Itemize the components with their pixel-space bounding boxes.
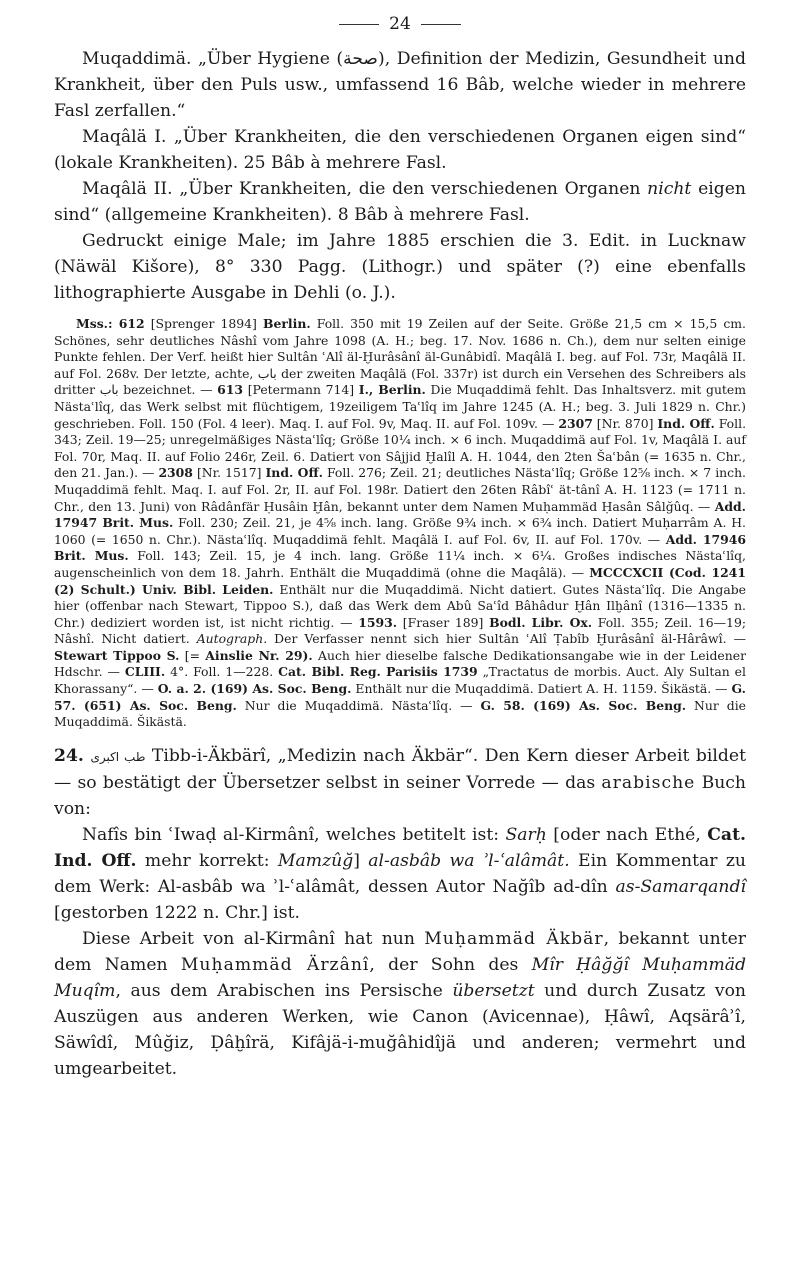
section-24-number: 24. <box>54 745 84 766</box>
manuscripts-list <box>54 316 746 731</box>
title-sarh: Sarḥ <box>505 824 547 845</box>
ms-text: Foll. 355; Zeil. 16—19; Nâshî. Nicht datiert. <box>54 614 746 647</box>
ms-613-number: 613 <box>217 382 244 398</box>
ms-text: Foll. 276; Zeil. 21; deutliches Nästaʿlîq; Größe 12⅝ inch. × 7 inch. Muqaddimä fehlt. Maq. I. auf Fol. 2r, II. auf Fol. 198r. Datiert den 26ten Râbîʿ ät-tânî A. H. 1123 (= 1711 n. Chr., den 13. Juni) von Râdânfär Ḥusâin Ḫân, bekannt unter dem Namen Muḥammäd Ḥasân Sâlğûq. — <box>54 465 746 514</box>
ms-oa2-beng: O. a. 2. (169) As. Soc. Beng. <box>157 681 352 697</box>
maqala-2-text-a: Maqâlä II. „Über Krankheiten, die den verschiedenen Organen <box>82 179 648 199</box>
name-samarqandi: as-Samarqandî <box>615 876 746 897</box>
ms-text: Nur die Muqaddimä. Šikästä. <box>54 697 747 730</box>
catalog-ind-off: Cat. Ind. Off. <box>54 824 746 871</box>
translation-text: Diese Arbeit von al-Kirmânî hat nun <box>82 928 425 949</box>
maqala-2-text-b: eigen sind“ (allgemeine Krankheiten). 8 Bâb à mehrere Fasl. <box>54 179 746 225</box>
section-24-arabic-book: arabische <box>601 772 696 793</box>
section-24-text: Buch von: <box>54 772 747 819</box>
ms-text: [Nr. 1517] <box>192 465 266 481</box>
ms-1593-library: Bodl. Libr. Ox. <box>489 614 593 630</box>
title-alasbab: al-asbâb wa ʾl-ʿalâmât. <box>368 850 570 871</box>
ms-add-17947: Add. 17947 Brit. Mus. <box>54 498 746 531</box>
ms-2307-library: Ind. Off. <box>657 415 715 431</box>
ms-text: [= <box>179 647 206 663</box>
translation-text: , der Sohn des <box>369 954 532 975</box>
translation-text: und durch Zusatz von Auszügen aus anderen Werken, wie Canon (Avicennae), Ḥâwî, Aqsärâʾî, Säwîdî, Mûğiz, Ḍâḫîrä, Kifâjä-i-muğâhidîjä und anderen; vermehrt und umgearbeitet. <box>54 980 746 1079</box>
nafis-text: [oder nach Ethé, <box>546 824 708 845</box>
ms-text: „Tractatus de morbis. Auct. Aly Sultan el Khorassany“. — <box>54 664 746 697</box>
ms-cliii: CLIII. <box>124 664 166 680</box>
ms-612-library: Berlin. <box>263 316 311 331</box>
section-24-arabic-title: طب اكبرى <box>90 749 146 764</box>
paragraph-translation <box>54 926 746 1082</box>
ms-ainslie: Ainslie Nr. 29). <box>205 647 313 663</box>
ms-autograph: Autograph. <box>196 631 268 647</box>
section-24-text: Tibb-i-Äkbärî, „Medizin nach Äkbär“. Den Kern dieser Arbeit bildet — so bestätigt der Übersetzer selbst in seiner Vorrede — das <box>54 745 746 793</box>
ms-text: Enthält nur die Muqaddimä. Nicht datiert. Gutes Nästaʿlîq. Die Angabe hier (offenbar nach Stewart, Tippoo S.), daß das Werk dem Abû Saʿîd Bâhâdur Ḫân Ilḫânî (1316—1335 n. Chr.) dediziert worden ist, ist nicht richtig. — <box>54 581 746 630</box>
page-number: 24 <box>389 14 411 34</box>
ms-2308-library: Ind. Off. <box>265 465 323 481</box>
maqala-2-emphasis: nicht <box>647 179 692 199</box>
ms-text: Nur die Muqaddimä. Nästaʿlîq. — <box>236 697 481 713</box>
ms-text: [Petermann 714] <box>243 382 359 398</box>
nafis-text: Ein Kommentar zu dem Werk: Al-asbâb wa ʾl-ʿalâmât, dessen Autor Nağîb ad-dîn <box>54 850 747 897</box>
ms-text: [Nr. 870] <box>592 415 658 431</box>
page-header <box>54 14 746 34</box>
nafis-text: [gestorben 1222 n. Chr.] ist. <box>54 902 300 923</box>
paragraph-maqala-1: Maqâlä I. „Über Krankheiten, die den verschiedenen Organen eigen sind“ (lokale Krankheiten). 25 Bâb à mehrere Fasl. <box>54 127 746 173</box>
ms-text: Foll. 350 mit 19 Zeilen auf der Seite. Größe 21,5 cm × 15,5 cm. Schönes, sehr deutliches Nâshî vom Jahre 1098 (A. H.; beg. 17. Nov. 1686 n. Ch.), dem nur selten einige Punkte fehlen. Der Verf. heißt hier Sultân ʿAlî äl-Ḫurâsânî äl-Gunâbidî. Maqâlä I. beg. auf Fol. 73r, Maqâlä II. auf Fol. 268v. Der letzte, achte, باب der zweiten Maqâlä (Fol. 337r) ist durch ein Versehen des Schreibers als dritter باب bezeichnet. — <box>54 316 746 398</box>
ms-text: Der Verfasser nennt sich hier Sultân ʿAlî Ṭabîb Ḫurâsânî äl-Hârâwî. — <box>267 631 746 647</box>
ms-text: Auch hier dieselbe falsche Dedikationsangabe wie in der Leidener Hdschr. — <box>54 647 747 680</box>
translation-text: , aus dem Arabischen ins Persische <box>115 980 453 1001</box>
ms-1593-number: 1593. <box>358 614 398 630</box>
nafis-text: mehr korrekt: <box>136 850 278 871</box>
title-mamzug: Mamzûğ <box>277 850 354 871</box>
ms-2308-number: 2308 <box>158 465 193 481</box>
ms-g58-beng: G. 58. (169) As. Soc. Beng. <box>480 697 687 713</box>
section-24 <box>54 743 746 822</box>
ms-text: Foll. 143; Zeil. 15, je 4 inch. lang. Größe 11¼ inch. × 6¼. Großes indisches Nästaʿlîq, augenscheinlich von dem 18. Jahrh. Enthält die Muqaddimä (ohne die Maqâlä). — <box>54 548 746 580</box>
paragraph-maqala-2 <box>54 176 746 228</box>
ms-2307-number: 2307 <box>558 415 593 431</box>
ms-leiden: MCCCXCII (Cod. 1241 (2) Schult.) Univ. Bibl. Leiden. <box>54 564 746 597</box>
name-muhammad-arzani: Muḥammäd Ärzânî <box>180 954 370 975</box>
name-mir-haggi: Mîr Ḥâğğî Muḥammäd Muqîm <box>54 954 746 1001</box>
paragraph-muqaddima: Muqaddimä. „Über Hygiene (صحة), Definition der Medizin, Gesundheit und Krankheit, über den Puls usw., umfassend 16 Bâb, welche wieder in mehrere Fasl zerfallen.“ <box>54 49 747 121</box>
mss-label: Mss.: <box>76 316 113 331</box>
name-muhammad-akbar: Muḥammäd Äkbär <box>424 928 604 949</box>
ms-stewart: Stewart Tippoo S. <box>54 647 180 663</box>
ms-text: 4°. Foll. 1—228. <box>165 664 279 680</box>
nafis-text: Nafîs bin ʿIwaḍ al-Kirmânî, welches betitelt ist: <box>82 824 506 845</box>
header-rule-right <box>421 24 461 25</box>
ms-text: Die Muqaddimä fehlt. Das Inhaltsverz. mit gutem Nästaʿlîq, das Werk selbst mit flüchtigem, 19zeiligem Taʿlîq im Jahre 1245 (A. H.; beg. 3. Juli 1829 n. Chr.) geschrieben. Foll. 150 (Fol. 4 leer). Maq. I. auf Fol. 9v, Maq. II. auf Fol. 109v. — <box>54 382 746 431</box>
ms-paris-catalog: Cat. Bibl. Reg. Parisiis 1739 <box>278 664 478 680</box>
ms-add-17946: Add. 17946 Brit. Mus. <box>54 531 746 564</box>
ms-613-library: I., Berlin. <box>358 382 426 398</box>
ms-612-number: 612 <box>118 316 145 331</box>
header-rule-left <box>339 24 379 25</box>
ms-text: [Sprenger 1894] <box>144 316 264 331</box>
translation-text: , bekannt unter dem Namen <box>54 928 746 975</box>
paragraph-printed-editions: Gedruckt einige Male; im Jahre 1885 erschien die 3. Edit. in Lucknaw (Näwäl Kišore), 8° 330 Pagg. (Lithogr.) und später (?) eine ebenfalls lithographierte Ausgabe in Dehli (o. J.). <box>54 231 746 303</box>
nafis-text: ] <box>353 850 369 871</box>
ms-text: Foll. 343; Zeil. 19—25; unregelmäßiges Nästaʿlîq; Größe 10¼ inch. × 6 inch. Muqaddimä auf Fol. 1v, Maqâlä I. auf Fol. 70r, Maq. II. auf Folio 246r, Zeil. 6. Datiert von Sâjjid Ḫalîl A. H. 1044, den 2ten Šaʿbân (= 1635 n. Chr., den 21. Jan.). — <box>54 415 747 481</box>
ms-g57-beng: G. 57. (651) As. Soc. Beng. <box>54 681 746 713</box>
word-ubersetzt: übersetzt <box>452 980 535 1001</box>
ms-text: Enthält nur die Muqaddimä. Datiert A. H. 1159. Šikästä. — <box>351 681 732 697</box>
paragraph-nafis <box>54 822 746 926</box>
ms-text: [Fraser 189] <box>397 614 490 630</box>
ms-text: Foll. 230; Zeil. 21, je 4⅝ inch. lang. Größe 9¾ inch. × 6¾ inch. Datiert Muḥarrâm A. H. 1060 (= 1650 n. Chr.). Nästaʿlîq. Muqaddimä fehlt. Maqâlä I. auf Fol. 6v, II. auf Fol. 170v. — <box>54 515 746 547</box>
